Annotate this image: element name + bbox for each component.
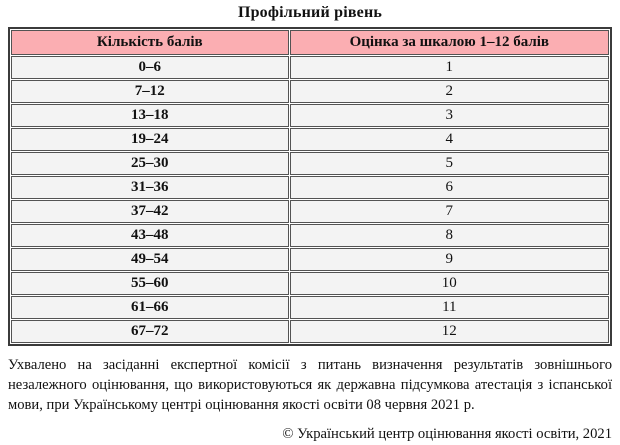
- table-row: [11, 248, 609, 271]
- header-grade-scale: Оцінка за шкалою 1–12 балів: [290, 30, 609, 55]
- table-row: [11, 176, 609, 199]
- score-range: 31–36: [11, 176, 289, 199]
- score-range: 61–66: [11, 296, 289, 319]
- table-row: [11, 80, 609, 103]
- score-range: 55–60: [11, 272, 289, 295]
- score-range: 25–30: [11, 152, 289, 175]
- table-row: [11, 272, 609, 295]
- table-row: [11, 104, 609, 127]
- page-title: Профільний рівень: [237, 4, 383, 21]
- header-score-range: Кількість балів: [11, 30, 289, 55]
- score-range: 43–48: [11, 224, 289, 247]
- grade-value: 11: [290, 296, 609, 319]
- grade-value: 1: [290, 56, 609, 79]
- grade-value: 2: [290, 80, 609, 103]
- table-row: [11, 224, 609, 247]
- table-row: [11, 128, 609, 151]
- grade-value: 6: [290, 176, 609, 199]
- grade-value: 8: [290, 224, 609, 247]
- score-range: 19–24: [11, 128, 289, 151]
- table-row: [11, 200, 609, 223]
- copyright-line: © Український центр оцінювання якості освіти, 2021: [282, 426, 612, 442]
- score-range: 13–18: [11, 104, 289, 127]
- score-range: 37–42: [11, 200, 289, 223]
- grade-value: 9: [290, 248, 609, 271]
- table-header-row: [11, 30, 609, 55]
- grade-value: 7: [290, 200, 609, 223]
- table-row: [11, 152, 609, 175]
- score-range: 49–54: [11, 248, 289, 271]
- score-range: 0–6: [11, 56, 289, 79]
- score-range: 7–12: [11, 80, 289, 103]
- grade-value: 3: [290, 104, 609, 127]
- grade-value: 10: [290, 272, 609, 295]
- grade-value: 4: [290, 128, 609, 151]
- grade-value: 5: [290, 152, 609, 175]
- table-row: [11, 320, 609, 343]
- score-range: 67–72: [11, 320, 289, 343]
- score-conversion-table: [8, 27, 612, 346]
- approval-note: Ухвалено на засіданні експертної комісії з питань визначення результатів зовнішнього незалежного оцінювання, що використовуються як державна підсумкова атестація з іспанської мови, при Українському центрі оцінювання якості освіти 08 червня 2021 р.: [8, 357, 612, 413]
- table-row: [11, 296, 609, 319]
- grade-value: 12: [290, 320, 609, 343]
- table-row: [11, 56, 609, 79]
